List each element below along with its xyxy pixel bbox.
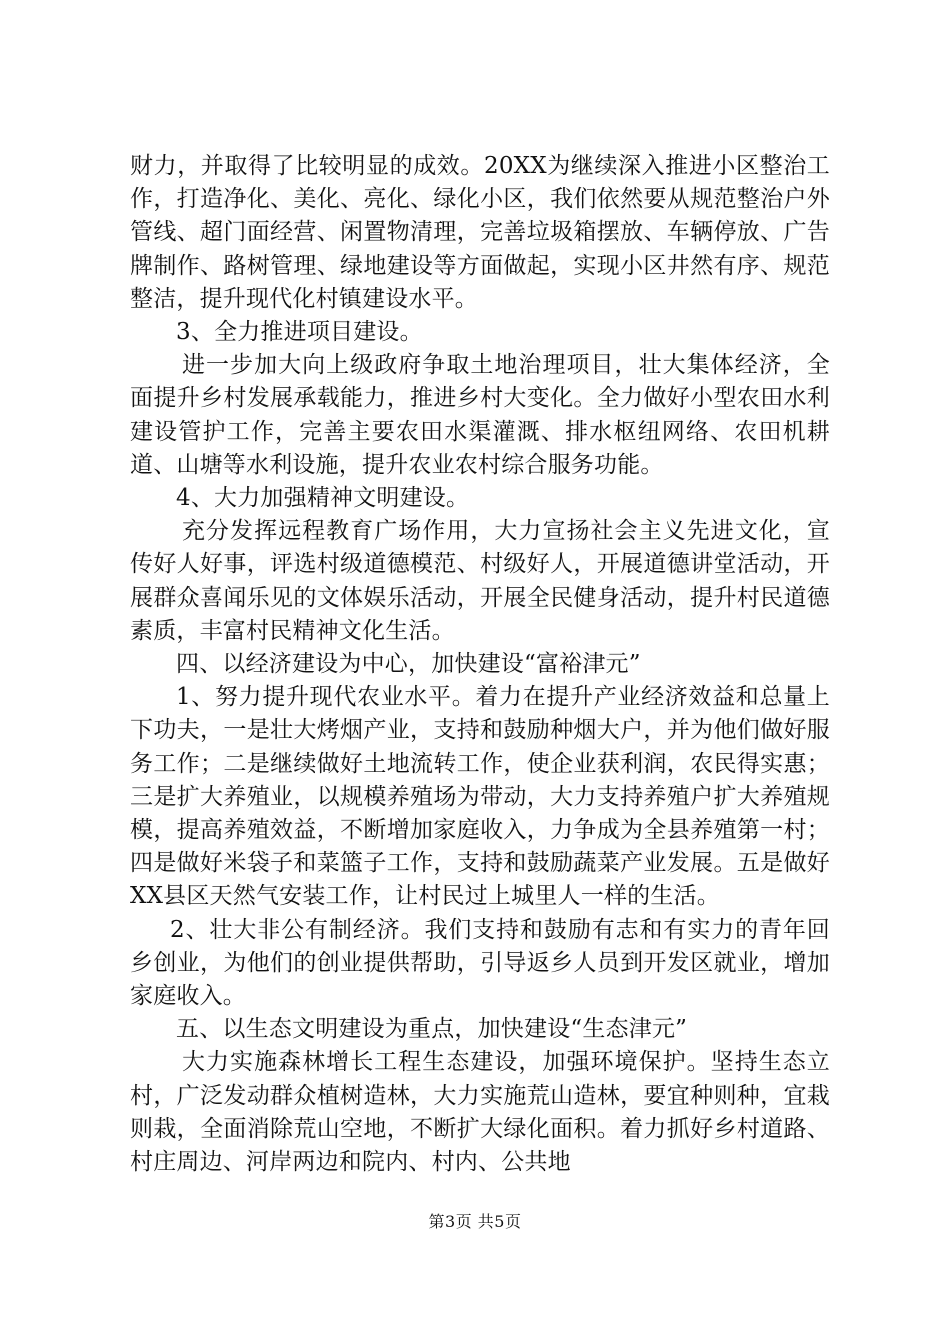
section-heading-project: 3、全力推进项目建设。 <box>176 319 423 346</box>
section-heading-economy: 四、以经济建设为中心，加快建设“富裕津元” <box>176 651 641 678</box>
document-body <box>130 150 830 1179</box>
section-heading-ecology: 五、以生态文明建设为重点，加快建设“生态津元” <box>176 1016 688 1043</box>
section-heading-civilization: 4、大力加强精神文明建设。 <box>176 485 470 512</box>
paragraph-ecology: 大力实施森林增长工程生态建设，加强环境保护。坚持生态立村，广泛发动群众植树造林，大力实施荒山造林，要宜种则种，宜栽则栽，全面消除荒山空地，不断扩大绿化面积。着力抓好乡村道路、村庄周边、河岸两边和院内、村内、公共地 <box>130 1049 830 1176</box>
paragraph-continuation: 财力，并取得了比较明显的成效。20XX为继续深入推进小区整治工作，打造净化、美化、亮化、绿化小区，我们依然要从规范整治户外管线、超门面经营、闲置物清理，完善垃圾箱摆放、车辆停放、广告牌制作、路树管理、绿地建设等方面做起，实现小区井然有序、规范整洁，提升现代化村镇建设水平。 <box>130 153 830 312</box>
page-number-footer: 第3页 共5页 <box>428 1212 522 1231</box>
paragraph-civilization: 充分发挥远程教育广场作用，大力宣扬社会主义先进文化，宣传好人好事，评选村级道德模范、村级好人，开展道德讲堂活动，开展群众喜闻乐见的文体娱乐活动，开展全民健身活动，提升村民道德素质，丰富村民精神文化生活。 <box>130 518 830 644</box>
paragraph-agriculture: 1、努力提升现代农业水平。着力在提升产业经济效益和总量上下功夫，一是壮大烤烟产业，支持和鼓励种烟大户，并为他们做好服务工作；二是继续做好土地流转工作，使企业获利润，农民得实惠；三是扩大养殖业，以规模养殖场为带动，大力支持养殖户扩大养殖规模，提高养殖效益，不断增加家庭收入，力争成为全县养殖第一村；四是做好米袋子和菜篮子工作，支持和鼓励蔬菜产业发展。五是做好XX县区天然气安装工作，让村民过上城里人一样的生活。 <box>130 684 830 910</box>
paragraph-project: 进一步加大向上级政府争取土地治理项目，壮大集体经济，全面提升乡村发展承载能力，推进乡村大变化。全力做好小型农田水利建设管护工作，完善主要农田水渠灌溉、排水枢纽网络、农田机耕道、山塘等水利设施，提升农业农村综合服务功能。 <box>130 352 830 478</box>
paragraph-private-economy: 2、壮大非公有制经济。我们支持和鼓励有志和有实力的青年回乡创业，为他们的创业提供帮助，引导返乡人员到开发区就业，增加家庭收入。 <box>130 916 830 1010</box>
